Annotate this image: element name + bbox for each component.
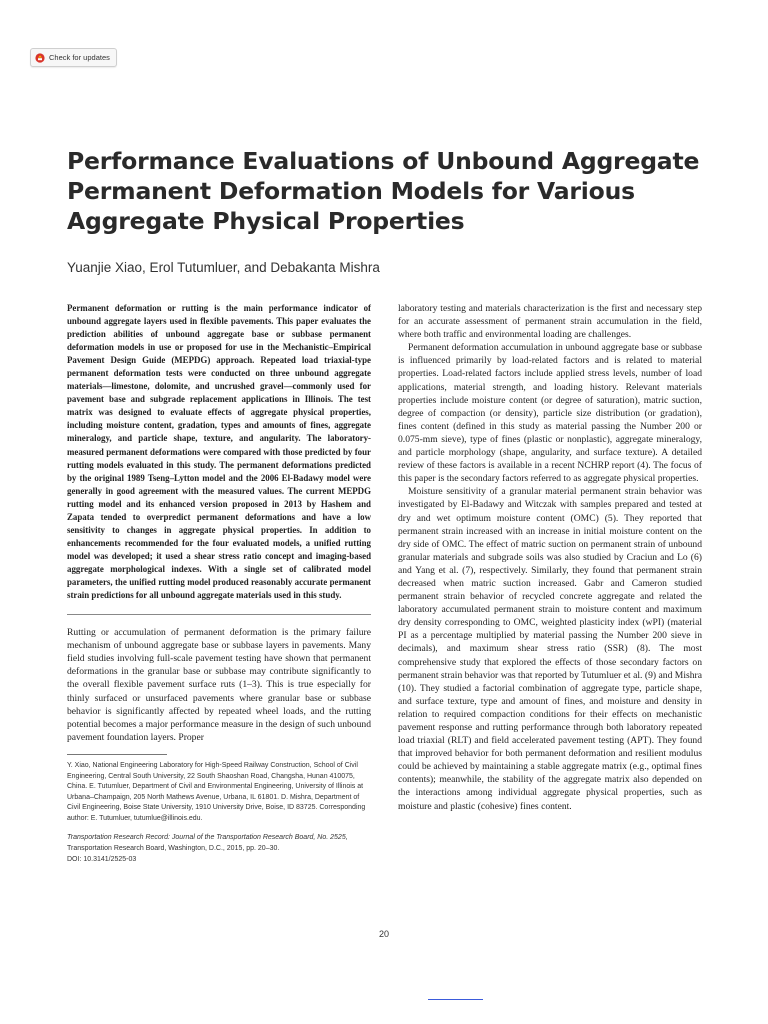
- journal-citation: [67, 833, 371, 865]
- author-affiliations: Y. Xiao, National Engineering Laboratory for High-Speed Railway Construction, School of Civil Engineering, Central South University, 22 South Shaoshan Road, Changsha, Hunan 410075, China. E. Tutumluer, Department of Civil and Environmental Engineering, University of Illinois at Urbana–Champaign, 205 North Mathews Avenue, Urbana, IL 61801. D. Mishra, Department of Civil Engineering, Boise State University, 1910 University Drive, Boise, ID 83725. Corresponding author: E. Tutumluer, tutumlue@illinois.edu.: [67, 761, 366, 822]
- author-list: Yuanjie Xiao, Erol Tutumluer, and Debakanta Mishra: [67, 260, 380, 275]
- check-for-updates-button[interactable]: [30, 48, 117, 67]
- page-number: 20: [378, 929, 389, 939]
- footnote-divider: [67, 754, 167, 755]
- doi: DOI: 10.3141/2525-03: [67, 855, 137, 863]
- abstract: Permanent deformation or rutting is the main performance indicator of unbound aggregate layers used in flexible pavements. This paper evaluates the prediction abilities of unbound aggregate base or subbase permanent deformation models in use or proposed for use in the Mechanistic–Empirical Pavement Design Guide (MEPDG) approach. Repeated load triaxial-type permanent deformation tests were conducted on three unbound aggregate materials—limestone, dolomite, and uncrushed gravel—commonly used for pavement base and subgrade replacement applications in Illinois. The test matrix was designed to evaluate effects of aggregate physical properties, including moisture content, gradation, types and amounts of fines, aggregate mineralogy, and particle shape, texture, and angularity. The laboratory-measured permanent deformations were compared with those predicted by four rutting models evaluated in this study. The permanent deformations predicted by the original 1989 Tseng–Lytton model and the 2006 El-Badawy model were generally in good agreement with the measured values. The current MEPDG rutting model and its enhanced version proposed in 2013 by Hashem and Zapata tended to overpredict permanent deformations and have a low sensitivity to changes in aggregate physical properties. In addition to enhancements recommended for the four evaluated models, a unified rutting model was developed; it used a shear stress ratio concept and imaging-based aggregate morphological indexes. With a single set of calibrated model parameters, the unified rutting model produced reasonably accurate permanent strain predictions for all unbound aggregate materials used in this study.: [67, 303, 371, 601]
- journal-details: Transportation Research Board, Washington, D.C., 2015, pp. 20–30.: [67, 845, 280, 853]
- right-column: [398, 302, 702, 813]
- body-paragraph-3: Moisture sensitivity of a granular material permanent strain behavior was investigated by El-Badawy and Witczak with samples prepared and tested at dry and wet optimum moisture content (OMC) (5). They reported that permanent strain increased with an increase in initial moisture content on the dry side of OMC. The effect of matric suction on permanent strain of unbound granular materials and subgrade soils was also studied by Craciun and Lo (6) and Yang et al. (7), respectively. Similarly, they found that permanent strain decreased when matric suction increased. Gabr and Cameron studied permanent strain behavior of recycled concrete aggregate and related the laboratory accumulated permanent strain to moisture content and maximum dry density corresponding to OMC, weighted plasticity index (wPI) (material PI as a percentage multiplied by material passing the Number 200 sieve in decimals), and maximum shear stress ratio (SSR) (8). The most comprehensive study that explored the effects of those secondary factors on permanent strain behavior was that reported by Tutumluer et al. (9) and Mishra (10). They studied a factorial combination of aggregate type, particle shape, and surface texture, type and amount of fines, and moisture and density in relation to required compaction conditions for their effects on mechanistic pavement response and rutting performance through both laboratory repeated load triaxial (RLT) and field accelerated pavement testing (APT). They found that improved behavior for both permanent deformation and resilient modulus could be achieved by maintaining a stable aggregate matrix (e.g., optimal fines contents); meanwhile, the stability of the aggregate matrix also depended on the interactions among individual aggregate physical properties, such as moisture and plastic (cohesive) fines content.: [398, 486, 702, 812]
- intro-paragraph: Rutting or accumulation of permanent deformation is the primary failure mechanism of unbound aggregate base or subbase layers in pavements. Many field studies involving full-scale pavement testing have shown that permanent deformations in the granular base or subbase may contribute significantly to the overall flexible pavement surface ruts (1–3). This is true especially for thinly surfaced or unsurfaced pavements where granular base or subbase behavior is significantly affected by repeated wheel loads, and the rutting potential becomes a major performance measure in the design of such unbound pavement foundation layers. Proper: [67, 627, 371, 743]
- crossmark-icon: [35, 53, 45, 63]
- journal-name: Transportation Research Record: Journal of the Transportation Research Board, No. 2525,: [67, 834, 348, 842]
- check-for-updates-label: Check for updates: [49, 53, 110, 62]
- body-paragraph-1: laboratory testing and materials characterization is the first and necessary step for an accurate assessment of permanent strain accumulation in the field, where both traffic and environmental loading are challenges.: [398, 303, 702, 341]
- abstract-divider: [67, 614, 371, 615]
- article-title: Performance Evaluations of Unbound Aggregate Permanent Deformation Models for Various Aggregate Physical Properties: [67, 147, 700, 235]
- left-column: [67, 302, 371, 865]
- body-paragraph-2: Permanent deformation accumulation in unbound aggregate base or subbase is influenced primarily by load-related factors and is related to material properties. Load-related factors include applied stress levels, number of load applications, material strength, and loading history. Relevant materials properties include moisture content (or degree of saturation), matric suction, degree of compaction (or density), particle size distribution (or gradation), fines content (defined in this study as material passing the Number 200 or 0.075-mm sieve), type of fines (plastic or nonplastic), aggregate mineralogy, and particle morphology (shape, angularity, and surface texture). A detailed review of these factors is available in a recent NCHRP report (4). The focus of this paper is the secondary factors referred to as aggregate physical properties.: [398, 342, 702, 485]
- link-underline[interactable]: [428, 999, 483, 1000]
